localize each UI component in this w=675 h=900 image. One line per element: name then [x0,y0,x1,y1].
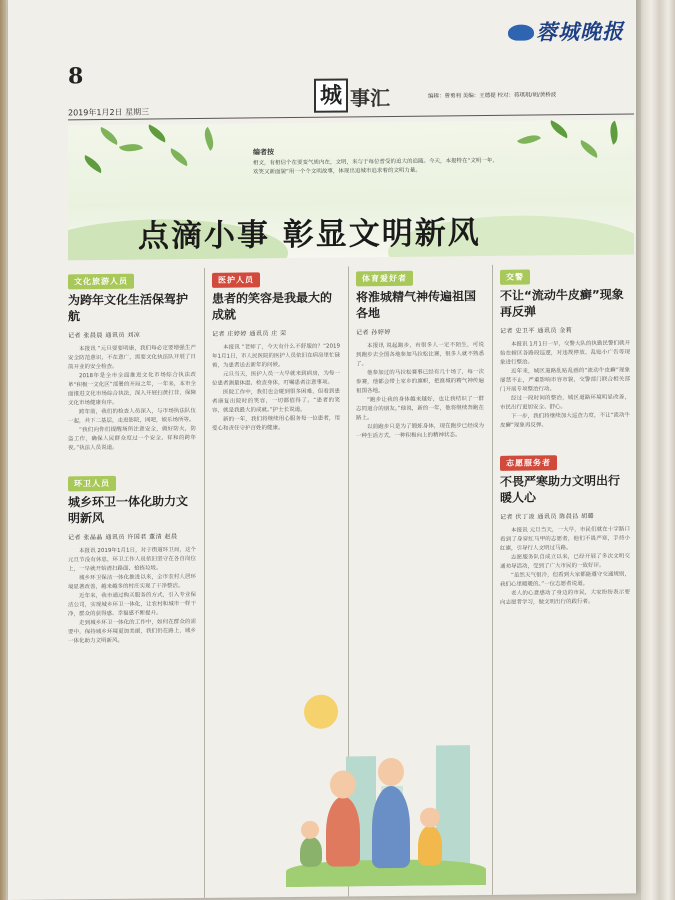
story-paragraph: 本报讯 说起跑步，有很多人一定不陌生，可说到跑步去全国各地参加马拉松比赛，很多人就不熟悉了。 [356,342,484,368]
story-tag: 文化旅游人员 [68,274,134,290]
story-byline: 记者 孙婷婷 [356,328,391,337]
sun-icon [304,695,338,729]
story-paragraph: 元旦当天，医护人员一大早就来到病房，为每一位患者测量体温、检查身体，叮嘱患者注意事项。 [212,370,340,387]
story-tag: 志愿服务者 [500,455,557,471]
leaf-icon [167,148,191,166]
story-paragraph: 老人的心意感动了身边的市民，大家纷纷表示要向志愿者学习，做文明出行的践行者。 [500,589,630,606]
story-paragraph: 下一步，我们将继续加大巡查力度，不让“流动牛皮癣”现象再反弹。 [500,412,630,429]
paper-stack [641,0,675,900]
story-title: 城乡环卫一体化助力文明新风 [68,494,189,526]
column-3 [356,265,484,676]
leaf-icon [81,155,105,173]
story-paragraph: 城乡环卫保洁一体化推进以来，全市农村人居环境显著改善，越来越多的村庄实现了干净整洁。 [68,574,196,591]
child-head [301,821,319,839]
story-paragraph: 本报讯 1月1日一早，交警大队的执勤民警们就开始在辖区各路段巡逻，对违规停放、乱贴小广告等现象进行整治。 [500,340,630,366]
story-body [356,341,484,441]
section-main: 城 [314,78,348,112]
story-tag: 医护人员 [212,272,260,288]
editor-credits: 编辑：曾勇利 美编：王德提 校对：蒋琪琪/胡/黄桥波 [428,92,557,100]
section-sub: 事汇 [350,85,390,111]
mother-figure [326,796,360,866]
father-head [378,758,404,786]
story-traffic-police [500,263,630,430]
story-paragraph: “虽然天气很冷，但看到大家都能遵守交通规则，我们心里暖暖的。”一位志愿者说道。 [500,571,630,588]
story-paragraph: 以前跑步只是为了锻炼身体，现在跑步已经成为一种生活方式，一种积极向上的精神状态。 [356,423,484,440]
brand-name: 蓉城晚报 [536,18,624,45]
dateline: 2019年1月2日 星期三 [68,107,150,118]
child-figure [418,825,442,865]
story-paragraph: “我们向你们提醒场所注意安全，做好防火，防盗工作，确保人民群众度过一个安全、祥和的跨年夜。”执法人员说道。 [68,426,196,452]
leaf-icon [606,121,623,145]
story-paragraph: 本报讯 元旦当天，一大早，市民们就在十字路口看到了身穿红马甲的志愿者，他们不畏严寒，手持小红旗，引导行人文明过马路。 [500,526,630,552]
leaf-icon [97,127,121,145]
story-paragraph: 本报讯 “元旦要要明康，我们每必定要增强生产安全防范意识，不在意广，需要文化执法队开展了日前开业的安全检查。 [68,345,196,371]
story-paragraph: “跑步让我的身体越来越好，也让我结识了一群志同道合的朋友。”他说，新的一年，他将继续奔跑在路上。 [356,396,484,422]
story-body [68,344,196,453]
story-title: 将淮城精气神传遍祖国各地 [356,289,477,321]
story-tag: 环卫人员 [68,476,116,492]
leaf-icon [577,140,601,158]
leaf-icon [145,124,169,142]
story-title: 不让“流动牛皮癣”现象再反弹 [500,287,624,319]
story-paragraph: 经过一段时间的整治，城区道路环境明显改善，市民出行更加安全、舒心。 [500,394,630,411]
story-paragraph: 新的一年，我们将继续用心服务每一位患者，用爱心和责任守护百姓的健康。 [212,415,340,432]
story-byline: 记者 张晶晶 通讯员 许国君 董清 赵晨 [68,533,178,542]
story-byline: 记者 史卫平 通讯员 金莉 [500,327,573,335]
story-body [500,525,630,607]
story-tag: 体育爱好者 [356,271,413,287]
father-figure [372,786,410,868]
story-byline: 记者 伏丁凌 通讯员 陈晨昌 胡璐 [500,512,595,521]
story-body [212,343,340,434]
child-head [420,807,440,827]
main-headline: 点滴小事 彰显文明新风 [138,215,481,255]
story-sports [356,265,484,441]
mother-head [330,770,356,798]
story-paragraph: 跨年前，我们的检查人员深入，与市场执法队伍一起，共下二基层，走进影院，网吧，娱乐场所等。 [68,408,196,425]
column-4 [500,263,630,894]
family-illustration [286,685,486,887]
story-title: 不畏严寒助力文明出行暖人心 [500,473,621,505]
story-byline: 记者 张晨晨 通讯员 刘凉 [68,331,141,340]
story-paragraph: 2018年是全市全面推进文化市场综合执法改革“积极一文化区”部署的开局之年，一年来，本市全面推进文化市场综合执法，深入开展扫黄打非，保障文化市场健康有序。 [68,372,196,407]
story-byline: 记者 庄婷婷 通讯员 庄 荣 [212,330,287,338]
story-paragraph: 走到城乡环卫一体化的工作中，如何在群众的需要中，保持城乡环境更加美丽，我们仍在路上，城乡一体化助力文明新风。 [68,619,196,645]
newspaper-page [8,0,636,900]
child-figure [300,837,322,867]
column-divider [492,265,493,895]
leaf-icon [199,127,219,151]
intro-label: 编者按 [253,148,274,157]
page-number: 8 [68,63,84,90]
brand-logo-icon [508,24,534,40]
leaf-icon [547,120,571,138]
story-medical [212,267,340,434]
story-paragraph: 近年来，城区道路乱贴乱画的“流动牛皮癣”现象屡禁不止，严重影响市容市貌，交警部门联合相关部门开展专项整治行动。 [500,367,630,393]
story-title: 为跨年文化生活保驾护航 [68,292,189,324]
story-paragraph: 本报讯 2019年1月1日，对于街道环卫局，这个元旦节没有休息，环卫工作人员依旧坚守在各自岗位上，一早就开始清扫路面、拾拣垃圾。 [68,547,196,573]
story-culture [68,268,196,453]
story-paragraph: 近年来，我市通过购买服务的方式，引入专业保洁公司，实现城乡环卫一体化，让农村和城市一样干净，群众的获得感、幸福感不断提升。 [68,592,196,618]
story-tag: 交警 [500,270,530,285]
story-volunteer [500,449,630,607]
table-edge [0,0,6,900]
leaf-icon [119,139,143,156]
story-paragraph: 他参加过的马拉松赛事已经有几十场了，每一次参赛，他都会带上家乡的旗帜，把淮城的精气神传遍祖国各地。 [356,369,484,395]
story-paragraph: 医院工作中，我们也会碰到很多困难，但看到患者康复出院时的笑容，一切都值得了。“患者的笑容，就是我最大的成就。”护士长说道。 [212,388,340,414]
story-title: 患者的笑容是我最大的成就 [212,290,333,322]
story-body [68,546,196,646]
story-paragraph: 本报讯 “老师了，今天有什么不舒服的？”2019年1月1日，市人民医院的医护人员依旧在病房里忙碌着，为患者送去新年的问候。 [212,343,340,369]
column-divider [204,268,205,898]
story-body [500,339,630,430]
story-sanitation [68,470,196,646]
story-paragraph: 志愿服务队自成立以来，已经开展了多次文明交通劝导活动，受到了广大市民的一致好评。 [500,553,630,570]
intro-text: 相文，有相信个在要变气质内在，文明，来与于每位普受的追大的追随。今天，本报特在“文明一年，欢笑又新面貌”用一个个文明故事，体现出追城市追求着的文明力量。 [253,157,498,176]
column-1 [68,268,196,899]
leaf-icon [517,130,541,150]
